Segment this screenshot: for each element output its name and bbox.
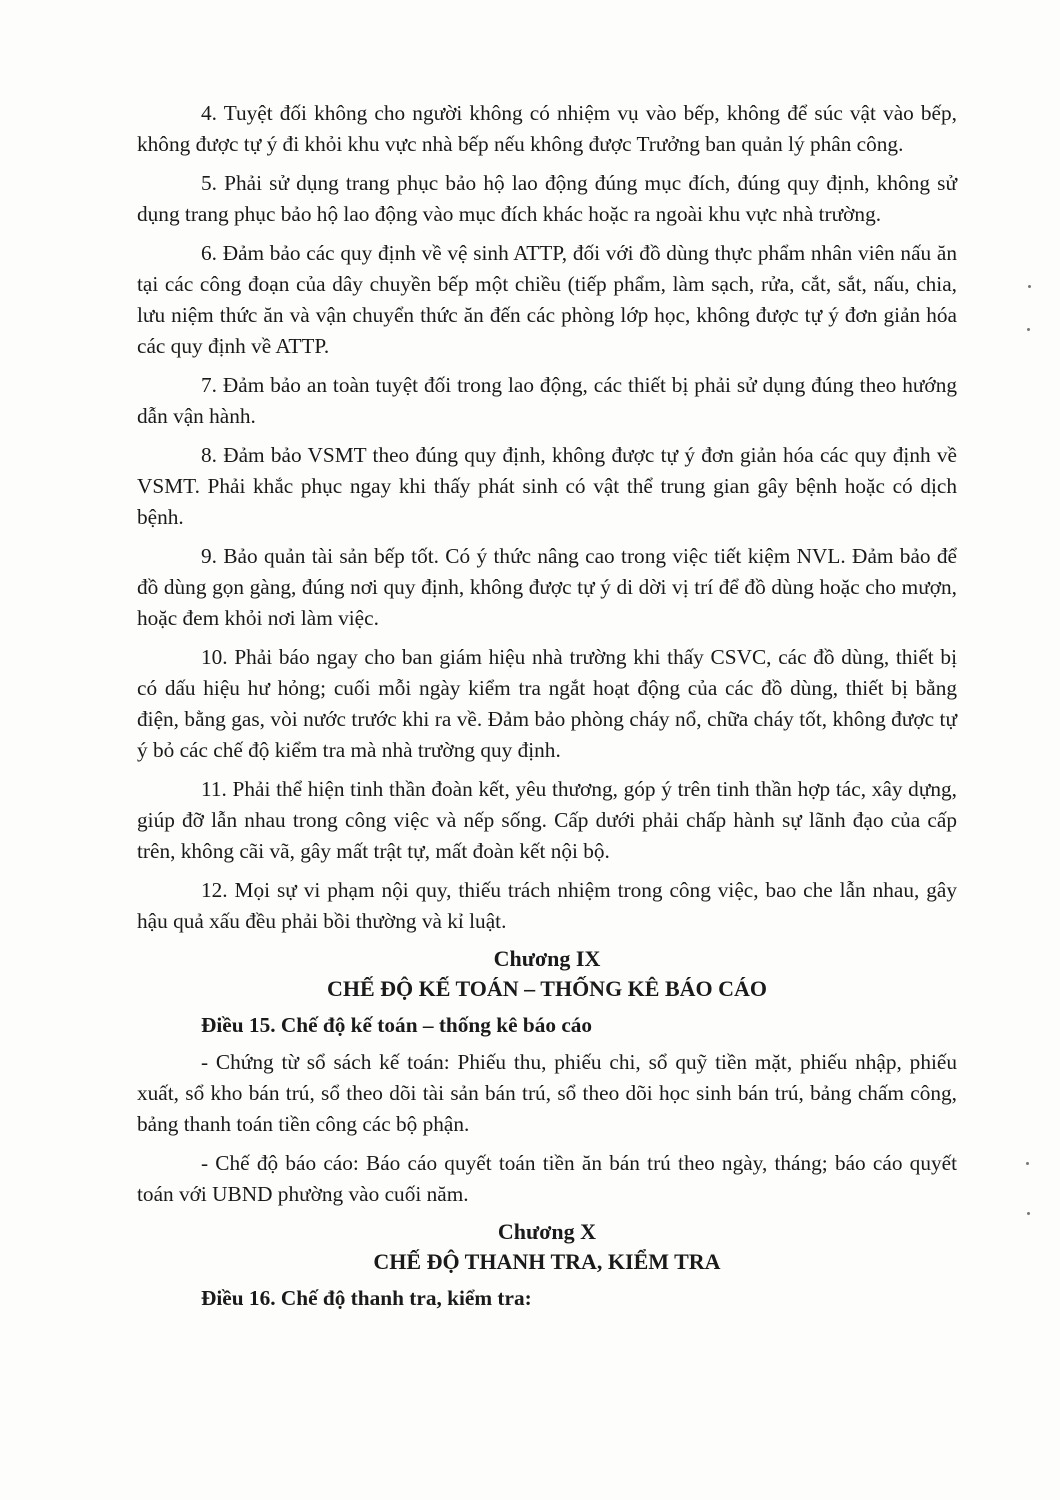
scan-speck bbox=[1026, 1162, 1029, 1165]
rule-12: 12. Mọi sự vi phạm nội quy, thiếu trách nhiệm trong công việc, bao che lẫn nhau, gây hậu quả xấu đều phải bồi thường và kỉ luật. bbox=[137, 878, 957, 933]
document-body bbox=[137, 98, 957, 1320]
chapter-10-label: Chương X bbox=[497, 1219, 597, 1244]
rule-8: 8. Đảm bảo VSMT theo đúng quy định, không được tự ý đơn giản hóa các quy định về VSMT. Phải khắc phục ngay khi thấy phát sinh có vật thể trung gian gây bệnh hoặc có dịch bệnh. bbox=[137, 443, 957, 529]
rule-6: 6. Đảm bảo các quy định về vệ sinh ATTP, đối với đồ dùng thực phẩm nhân viên nấu ăn tại các công đoạn của dây chuyền bếp một chiều (tiếp phẩm, làm sạch, rửa, cắt, sắt, nấu, chia, lưu niệm thức ăn và vận chuyển thức ăn đến các phòng lớp học, không được tự ý đơn giản hóa các quy định về ATTP. bbox=[137, 241, 957, 358]
rule-9: 9. Bảo quản tài sản bếp tốt. Có ý thức nâng cao trong việc tiết kiệm NVL. Đảm bảo để đồ dùng gọn gàng, đúng nơi quy định, không được tự ý di dời vị trí để đồ dùng hoặc cho mượn, hoặc đem khỏi nơi làm việc. bbox=[137, 544, 957, 630]
scan-speck bbox=[1028, 285, 1031, 288]
rule-4: 4. Tuyệt đối không cho người không có nhiệm vụ vào bếp, không để súc vật vào bếp, không được tự ý đi khỏi khu vực nhà bếp nếu không được Trưởng ban quản lý phân công. bbox=[137, 101, 957, 156]
chapter-9-label: Chương IX bbox=[493, 946, 601, 971]
rule-10: 10. Phải báo ngay cho ban giám hiệu nhà trường khi thấy CSVC, các đồ dùng, thiết bị có dấu hiệu hư hỏng; cuối mỗi ngày kiểm tra ngắt hoạt động của các đồ dùng, thiết bị bằng điện, bằng gas, vòi nước trước khi ra về. Đảm bảo phòng cháy nổ, chữa cháy tốt, không được tự ý bỏ các chế độ kiểm tra mà nhà trường quy định. bbox=[137, 645, 957, 762]
accounting-documents-paragraph: - Chứng từ sổ sách kế toán: Phiếu thu, phiếu chi, sổ quỹ tiền mặt, phiếu nhập, phiếu xuất, sổ kho bán trú, sổ theo dõi tài sản bán trú, sổ theo dõi học sinh bán trú, bảng chấm công, bảng thanh toán tiền công các bộ phận. bbox=[137, 1050, 957, 1136]
article-16-heading: Điều 16. Chế độ thanh tra, kiểm tra: bbox=[201, 1286, 532, 1310]
rule-5: 5. Phải sử dụng trang phục bảo hộ lao động đúng mục đích, đúng quy định, không sử dụng trang phục bảo hộ lao động vào mục đích khác hoặc ra ngoài khu vực nhà trường. bbox=[137, 171, 957, 226]
rule-7: 7. Đảm bảo an toàn tuyệt đối trong lao động, các thiết bị phải sử dụng đúng theo hướng dẫn vận hành. bbox=[137, 373, 957, 428]
article-15-heading: Điều 15. Chế độ kế toán – thống kê báo cáo bbox=[201, 1013, 593, 1037]
rule-11: 11. Phải thể hiện tinh thần đoàn kết, yêu thương, góp ý trên tinh thần hợp tác, xây dựng, giúp đỡ lẫn nhau trong công việc và nếp sống. Cấp dưới phải chấp hành sự lãnh đạo của cấp trên, không cãi vã, gây mất trật tự, mất đoàn kết nội bộ. bbox=[137, 777, 957, 863]
scan-speck bbox=[1027, 1212, 1030, 1215]
chapter-9-title: CHẾ ĐỘ KẾ TOÁN – THỐNG KÊ BÁO CÁO bbox=[326, 976, 768, 1001]
scan-speck bbox=[1027, 328, 1030, 331]
chapter-10-title: CHẾ ĐỘ THANH TRA, KIỂM TRA bbox=[373, 1249, 721, 1274]
reporting-paragraph: - Chế độ báo cáo: Báo cáo quyết toán tiền ăn bán trú theo ngày, tháng; báo cáo quyết toán với UBND phường vào cuối năm. bbox=[137, 1151, 957, 1206]
